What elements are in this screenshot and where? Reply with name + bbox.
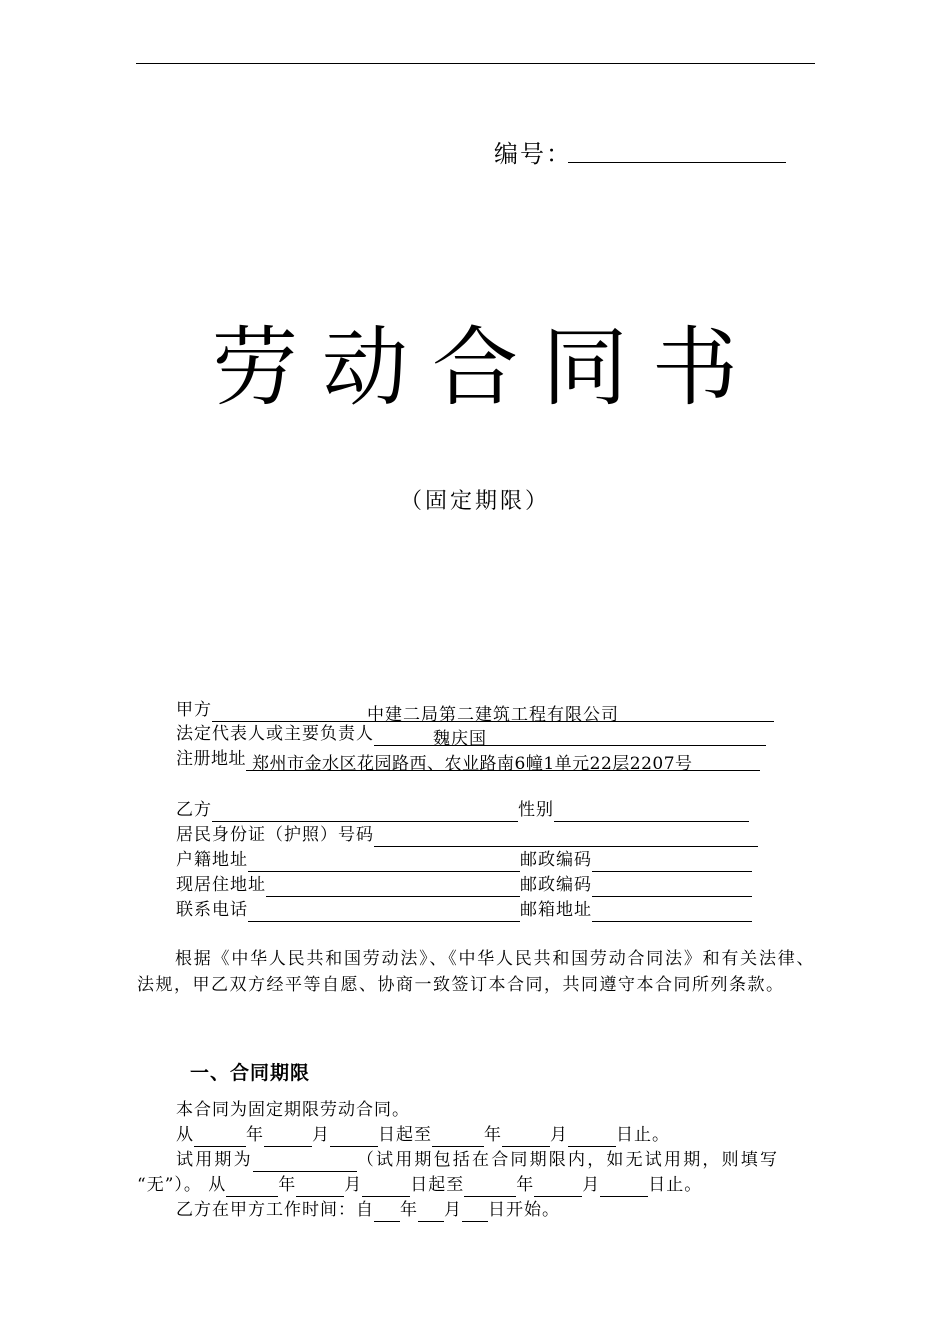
party-b-gender-field[interactable] bbox=[554, 803, 749, 822]
party-b-id-field[interactable] bbox=[374, 828, 758, 847]
start-month-field[interactable] bbox=[264, 1128, 312, 1147]
day-from-label: 日起至 bbox=[410, 1175, 465, 1195]
party-b-postcode-label-2: 邮政编码 bbox=[520, 875, 592, 895]
year-label: 年 bbox=[484, 1125, 502, 1145]
party-b-residence-label: 现居住地址 bbox=[176, 875, 266, 895]
trial-period-field[interactable] bbox=[253, 1153, 357, 1172]
party-a-rep-row bbox=[176, 722, 766, 749]
trial-prefix-label: 试用期为 bbox=[176, 1150, 253, 1170]
year-label: 年 bbox=[246, 1125, 264, 1145]
party-b-residence-field[interactable] bbox=[266, 878, 520, 897]
day-from-label: 日起至 bbox=[378, 1125, 432, 1145]
contract-number-label: 编号： bbox=[494, 140, 572, 168]
party-b-household-row bbox=[176, 848, 752, 872]
year-label: 年 bbox=[278, 1175, 297, 1195]
document-subtitle: （固定期限） bbox=[399, 489, 550, 514]
day-until-label: 日止。 bbox=[648, 1175, 703, 1195]
party-b-gender-label: 性别 bbox=[518, 800, 554, 820]
party-b-residence-row bbox=[176, 873, 752, 897]
party-a-rep-label: 法定代表人或主要负责人 bbox=[176, 724, 374, 744]
party-b-phone-label: 联系电话 bbox=[176, 900, 248, 920]
month-label: 月 bbox=[344, 1175, 363, 1195]
year-label: 年 bbox=[400, 1200, 418, 1220]
work-start-day-field[interactable] bbox=[462, 1203, 488, 1222]
day-until-label: 日止。 bbox=[616, 1125, 670, 1145]
party-b-postcode-field[interactable] bbox=[592, 853, 752, 872]
trial-end-month-field[interactable] bbox=[534, 1178, 582, 1197]
party-a-row bbox=[176, 698, 774, 725]
intro-paragraph: 根据《中华人民共和国劳动法》、《中华人民共和国劳动合同法》和有关法律、法规，甲乙双方经平等自愿、协商一致签订本合同，共同遵守本合同所列条款。 bbox=[137, 949, 815, 995]
header-rule bbox=[136, 63, 815, 64]
section-1-heading: 一、合同期限 bbox=[190, 1062, 311, 1084]
document-title: 劳动合同书 bbox=[212, 318, 762, 418]
work-start-month-field[interactable] bbox=[418, 1203, 444, 1222]
month-label: 月 bbox=[582, 1175, 601, 1195]
trial-start-year-field[interactable] bbox=[226, 1178, 278, 1197]
party-a-address-field[interactable] bbox=[246, 752, 760, 774]
party-a-rep-field[interactable] bbox=[374, 727, 766, 749]
party-b-postcode-field-2[interactable] bbox=[592, 878, 752, 897]
party-b-household-field[interactable] bbox=[248, 853, 520, 872]
section-1-line-1: 本合同为固定期限劳动合同。 bbox=[176, 1100, 410, 1120]
work-start-label: 乙方在甲方工作时间：自 bbox=[176, 1200, 374, 1220]
party-b-label: 乙方 bbox=[176, 800, 212, 820]
start-year-field[interactable] bbox=[194, 1128, 246, 1147]
party-a-address-row bbox=[176, 747, 760, 774]
party-b-name-field[interactable] bbox=[212, 803, 518, 822]
party-b-postcode-label: 邮政编码 bbox=[520, 850, 592, 870]
work-start-suffix: 日开始。 bbox=[488, 1200, 560, 1220]
trial-start-day-field[interactable] bbox=[362, 1178, 410, 1197]
month-label: 月 bbox=[550, 1125, 568, 1145]
party-a-name: 中建二局第二建筑工程有限公司 bbox=[367, 705, 619, 725]
trial-period-row bbox=[176, 1148, 779, 1172]
party-a-address-label: 注册地址 bbox=[176, 749, 246, 769]
trial-dates-row bbox=[137, 1173, 702, 1197]
work-start-year-field[interactable] bbox=[374, 1203, 400, 1222]
end-day-field[interactable] bbox=[568, 1128, 616, 1147]
end-year-field[interactable] bbox=[432, 1128, 484, 1147]
party-b-household-label: 户籍地址 bbox=[176, 850, 248, 870]
start-day-field[interactable] bbox=[330, 1128, 378, 1147]
from-label: 从 bbox=[176, 1125, 194, 1145]
party-b-email-field[interactable] bbox=[592, 903, 752, 922]
party-a-label: 甲方 bbox=[176, 700, 212, 720]
trial-end-day-field[interactable] bbox=[600, 1178, 648, 1197]
party-b-id-label: 居民身份证（护照）号码 bbox=[176, 825, 374, 845]
month-label: 月 bbox=[312, 1125, 330, 1145]
work-start-row bbox=[176, 1198, 560, 1222]
party-b-id-row bbox=[176, 823, 758, 847]
contract-period-row bbox=[176, 1123, 670, 1147]
party-b-phone-field[interactable] bbox=[248, 903, 520, 922]
trial-end-year-field[interactable] bbox=[464, 1178, 516, 1197]
party-a-rep-name: 魏庆国 bbox=[433, 729, 487, 749]
trial-start-month-field[interactable] bbox=[296, 1178, 344, 1197]
party-b-email-label: 邮箱地址 bbox=[520, 900, 592, 920]
party-a-name-field[interactable] bbox=[212, 703, 774, 725]
party-a-address: 郑州市金水区花园路西、农业路南6幢1单元22层2207号 bbox=[252, 754, 693, 774]
contract-number-field[interactable] bbox=[568, 162, 786, 163]
month-label: 月 bbox=[444, 1200, 462, 1220]
party-b-row bbox=[176, 798, 749, 822]
trial-note: （试用期包括在合同期限内，如无试用期，则填写 bbox=[356, 1150, 780, 1170]
party-b-phone-row bbox=[176, 898, 752, 922]
trial-note-2: “无”）。 从 bbox=[137, 1175, 227, 1195]
year-label: 年 bbox=[516, 1175, 535, 1195]
end-month-field[interactable] bbox=[502, 1128, 550, 1147]
